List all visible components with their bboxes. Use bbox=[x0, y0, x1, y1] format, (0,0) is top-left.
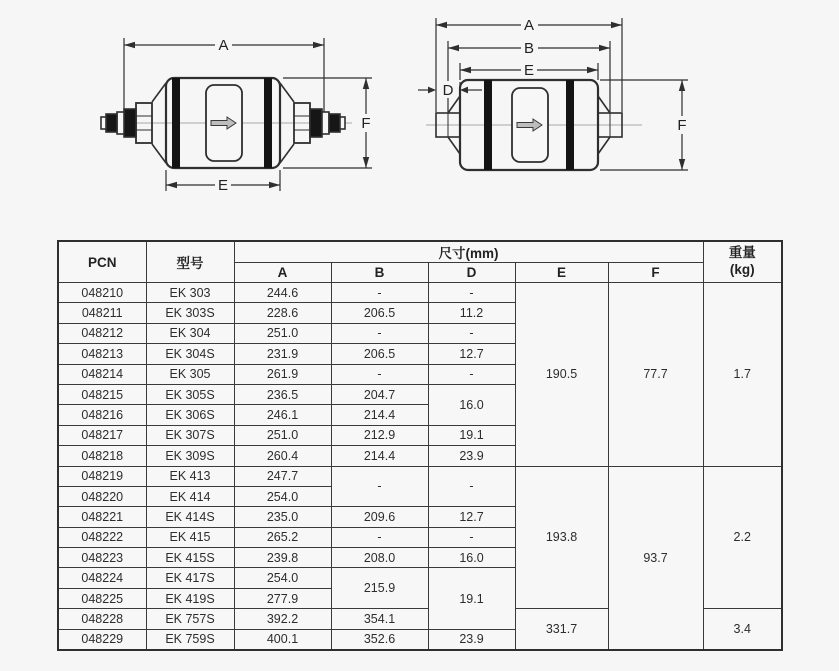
model-cell: EK 419S bbox=[146, 588, 234, 608]
dim-a-cell: 231.9 bbox=[234, 344, 331, 364]
pcn-cell: 048214 bbox=[58, 364, 146, 384]
dim-b-cell: 206.5 bbox=[331, 303, 428, 323]
dim-b-cell: - bbox=[331, 527, 428, 547]
dim-a-cell: 400.1 bbox=[234, 629, 331, 650]
dim-a-cell: 228.6 bbox=[234, 303, 331, 323]
table-row bbox=[58, 466, 782, 486]
dim-a-cell: 251.0 bbox=[234, 425, 331, 445]
dim-a-cell: 392.2 bbox=[234, 609, 331, 629]
model-cell: EK 415S bbox=[146, 548, 234, 568]
filter-drier-drawings bbox=[0, 0, 839, 234]
dim-b-cell: - bbox=[331, 283, 428, 303]
dim-a-cell: 239.8 bbox=[234, 548, 331, 568]
dim-a-cell: 254.0 bbox=[234, 568, 331, 588]
dim-d-cell: 19.1 bbox=[428, 568, 515, 629]
dim-a-cell: 247.7 bbox=[234, 466, 331, 486]
dim-a-header: A bbox=[234, 263, 331, 283]
dim-d-cell: 16.0 bbox=[428, 384, 515, 425]
dim-d-cell: - bbox=[428, 364, 515, 384]
dim-e-label: E bbox=[523, 62, 535, 79]
dim-a-cell: 236.5 bbox=[234, 384, 331, 404]
dim-d-cell: 23.9 bbox=[428, 629, 515, 650]
dim-b-cell: 214.4 bbox=[331, 446, 428, 466]
dim-e-header: E bbox=[515, 263, 608, 283]
model-cell: EK 304 bbox=[146, 323, 234, 343]
dim-a-cell: 261.9 bbox=[234, 364, 331, 384]
model-cell: EK 307S bbox=[146, 425, 234, 445]
weight-header-label: 重量 bbox=[728, 245, 756, 261]
dim-a-cell: 265.2 bbox=[234, 527, 331, 547]
dim-d-cell: 16.0 bbox=[428, 548, 515, 568]
pcn-cell: 048225 bbox=[58, 588, 146, 608]
model-header: 型号 bbox=[146, 241, 234, 283]
flare-filter-drier-diagram bbox=[101, 36, 374, 194]
dim-b-cell: - bbox=[331, 323, 428, 343]
dim-b-cell: 212.9 bbox=[331, 425, 428, 445]
weight-cell: 2.2 bbox=[703, 466, 782, 609]
dim-d-cell: 12.7 bbox=[428, 344, 515, 364]
dim-f-cell: 77.7 bbox=[608, 283, 703, 467]
model-cell: EK 759S bbox=[146, 629, 234, 650]
dim-f-header: F bbox=[608, 263, 703, 283]
dim-e bbox=[166, 170, 280, 194]
pcn-cell: 048228 bbox=[58, 609, 146, 629]
dim-e-cell: 193.8 bbox=[515, 466, 608, 609]
dim-e-label: E bbox=[217, 177, 229, 194]
dim-f-label: F bbox=[361, 115, 371, 132]
model-cell: EK 306S bbox=[146, 405, 234, 425]
dim-b-cell: 214.4 bbox=[331, 405, 428, 425]
dim-a-cell: 277.9 bbox=[234, 588, 331, 608]
weight-cell: 1.7 bbox=[703, 283, 782, 467]
dim-b-cell: 206.5 bbox=[331, 344, 428, 364]
dim-d-cell: - bbox=[428, 466, 515, 507]
dim-e-cell: 331.7 bbox=[515, 609, 608, 650]
pcn-cell: 048211 bbox=[58, 303, 146, 323]
model-cell: EK 305 bbox=[146, 364, 234, 384]
pcn-cell: 048217 bbox=[58, 425, 146, 445]
weld-band-left bbox=[172, 78, 180, 168]
spec-table bbox=[57, 240, 783, 651]
dim-d-cell: - bbox=[428, 323, 515, 343]
dim-b-cell: 352.6 bbox=[331, 629, 428, 650]
model-cell: EK 415 bbox=[146, 527, 234, 547]
pcn-cell: 048222 bbox=[58, 527, 146, 547]
dim-d-cell: 19.1 bbox=[428, 425, 515, 445]
model-cell: EK 417S bbox=[146, 568, 234, 588]
dim-b-label: B bbox=[523, 40, 535, 57]
dim-d-cell: 12.7 bbox=[428, 507, 515, 527]
dim-d-cell: - bbox=[428, 527, 515, 547]
dim-d-label: D bbox=[442, 82, 454, 99]
dim-d-cell: 11.2 bbox=[428, 303, 515, 323]
dim-a-cell: 251.0 bbox=[234, 323, 331, 343]
dim-e-cell: 190.5 bbox=[515, 283, 608, 467]
dimensions-header: 尺寸(mm) bbox=[234, 241, 703, 263]
dim-d-header: D bbox=[428, 263, 515, 283]
pcn-cell: 048218 bbox=[58, 446, 146, 466]
dim-a-cell: 260.4 bbox=[234, 446, 331, 466]
dim-d bbox=[418, 81, 482, 112]
model-cell: EK 303S bbox=[146, 303, 234, 323]
pcn-cell: 048213 bbox=[58, 344, 146, 364]
pcn-cell: 048212 bbox=[58, 323, 146, 343]
dim-d-cell: 23.9 bbox=[428, 446, 515, 466]
weight-cell: 3.4 bbox=[703, 609, 782, 650]
dim-e bbox=[460, 61, 598, 80]
dim-b-cell: - bbox=[331, 466, 428, 507]
dim-b-cell: 215.9 bbox=[331, 568, 428, 609]
model-cell: EK 414 bbox=[146, 486, 234, 506]
pcn-cell: 048216 bbox=[58, 405, 146, 425]
dim-b-header: B bbox=[331, 263, 428, 283]
weld-band-right bbox=[264, 78, 272, 168]
weight-header bbox=[703, 241, 782, 283]
dim-d-cell: - bbox=[428, 283, 515, 303]
pcn-cell: 048223 bbox=[58, 548, 146, 568]
pcn-cell: 048215 bbox=[58, 384, 146, 404]
pcn-header: PCN bbox=[58, 241, 146, 283]
model-cell: EK 309S bbox=[146, 446, 234, 466]
dim-a-cell: 244.6 bbox=[234, 283, 331, 303]
dim-b-cell: 208.0 bbox=[331, 548, 428, 568]
pcn-cell: 048219 bbox=[58, 466, 146, 486]
dim-a-label: A bbox=[218, 37, 229, 54]
dim-a-cell: 246.1 bbox=[234, 405, 331, 425]
dim-b-cell: - bbox=[331, 364, 428, 384]
dim-f-label: F bbox=[677, 117, 687, 134]
pcn-cell: 048224 bbox=[58, 568, 146, 588]
weld-band-right bbox=[566, 80, 574, 170]
weight-header-unit: (kg) bbox=[729, 262, 755, 277]
dim-b-cell: 204.7 bbox=[331, 384, 428, 404]
pcn-cell: 048220 bbox=[58, 486, 146, 506]
model-cell: EK 303 bbox=[146, 283, 234, 303]
model-cell: EK 757S bbox=[146, 609, 234, 629]
weld-band-left bbox=[484, 80, 492, 170]
model-cell: EK 413 bbox=[146, 466, 234, 486]
dim-a-label: A bbox=[523, 17, 535, 34]
header-row-1 bbox=[58, 241, 782, 263]
model-cell: EK 304S bbox=[146, 344, 234, 364]
pcn-cell: 048221 bbox=[58, 507, 146, 527]
pcn-cell: 048229 bbox=[58, 629, 146, 650]
pcn-cell: 048210 bbox=[58, 283, 146, 303]
dim-f-cell: 93.7 bbox=[608, 466, 703, 650]
dim-a-cell: 254.0 bbox=[234, 486, 331, 506]
dim-b-cell: 209.6 bbox=[331, 507, 428, 527]
model-cell: EK 414S bbox=[146, 507, 234, 527]
table-row bbox=[58, 283, 782, 303]
dim-b-cell: 354.1 bbox=[331, 609, 428, 629]
solder-filter-drier-diagram bbox=[418, 16, 690, 170]
dim-a-cell: 235.0 bbox=[234, 507, 331, 527]
model-cell: EK 305S bbox=[146, 384, 234, 404]
